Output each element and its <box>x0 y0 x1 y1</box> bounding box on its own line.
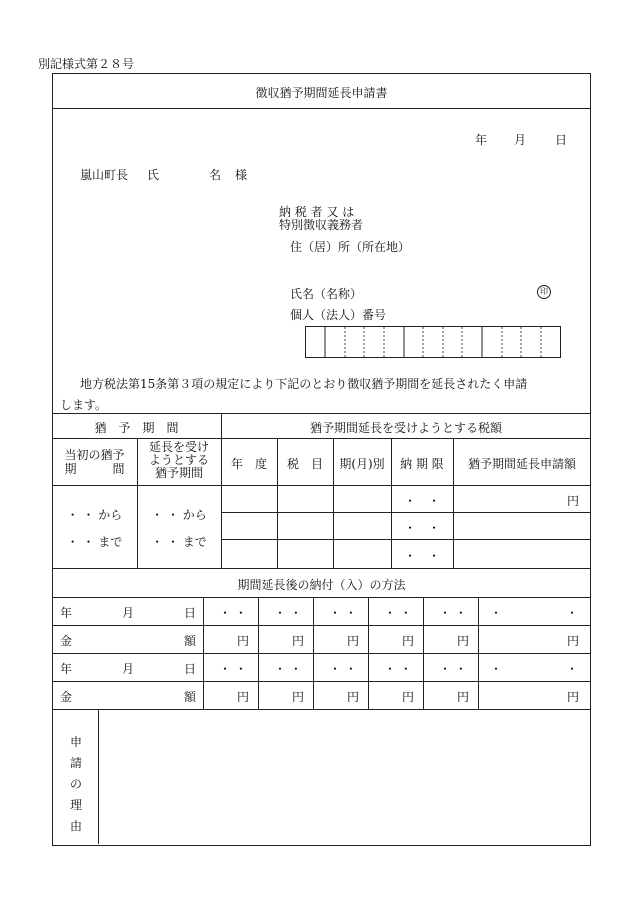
row2-yen-3: 円 <box>346 634 359 648</box>
row1-day-label: 日 <box>184 606 197 620</box>
header-extension-period <box>137 441 221 480</box>
row1-date-5: ・ ・ <box>439 606 467 620</box>
header-tax-amount: 猶予期間延長を受けようとする税額 <box>309 421 502 435</box>
row3-date-6a: ・ <box>490 662 503 676</box>
row3-year-label: 年 <box>60 662 73 676</box>
row4-yen-2: 円 <box>291 690 304 704</box>
header-fiscal-year: 年 度 <box>230 457 267 471</box>
statement-line-1: 地方税法第15条第３項の規定により下記のとおり徴収猶予期間を延長されたく申請 <box>80 377 528 391</box>
reason-text-area[interactable] <box>99 710 589 843</box>
applicant-role-2: 特別徴収義務者 <box>279 218 364 232</box>
initial-from: ・ ・ から <box>66 508 123 522</box>
row2-amount-label-right: 額 <box>184 634 197 648</box>
header-initial-period-line-1: 当初の猶予 <box>64 448 125 462</box>
row4-amount-label-left: 金 <box>60 690 73 704</box>
header-due-date: 納 期 限 <box>400 457 444 471</box>
addressee-sama: 様 <box>235 168 248 182</box>
row2-yen-5: 円 <box>456 634 469 648</box>
date-year-label: 年 <box>475 133 488 147</box>
header-initial-period-line-2: 期 間 <box>64 462 125 476</box>
addressee-title: 嵐山町長 <box>80 168 129 182</box>
number-grid-lines <box>306 327 560 357</box>
due-date-dots-3: ・ ・ <box>403 549 440 563</box>
row4-yen-5: 円 <box>456 690 469 704</box>
row1-date-6b: ・ <box>566 606 579 620</box>
row4-yen-1: 円 <box>236 690 249 704</box>
extension-to: ・ ・ まで <box>151 535 207 549</box>
reason-label-char: 理 <box>69 798 82 812</box>
header-extension-line-2: ようとする <box>148 453 209 467</box>
extension-from: ・ ・ から <box>151 508 207 522</box>
row1-date-1: ・ ・ <box>219 606 247 620</box>
name-label: 氏名（名称） <box>290 287 363 301</box>
header-initial-period <box>52 448 137 476</box>
row4-yen-4: 円 <box>401 690 414 704</box>
individual-number-label: 個人（法人）番号 <box>290 308 387 322</box>
statement-line-2: します。 <box>60 398 108 412</box>
addressee-na: 名 <box>209 168 222 182</box>
reason-label-char: 由 <box>69 819 82 833</box>
row4-yen-6: 円 <box>566 690 579 704</box>
form-number: 別記様式第２８号 <box>38 57 135 71</box>
addressee-shi: 氏 <box>147 168 160 182</box>
row1-month-label: 月 <box>122 606 135 620</box>
row4-amount-label-right: 額 <box>184 690 197 704</box>
row1-date-3: ・ ・ <box>329 606 357 620</box>
row1-year-label: 年 <box>60 606 73 620</box>
row3-date-2: ・ ・ <box>274 662 302 676</box>
row2-yen-1: 円 <box>236 634 249 648</box>
payment-method-header: 期間延長後の納付（入）の方法 <box>237 578 406 592</box>
row2-yen-6: 円 <box>566 634 579 648</box>
row3-date-5: ・ ・ <box>439 662 467 676</box>
seal-mark: 印 <box>537 285 551 299</box>
row3-month-label: 月 <box>122 662 135 676</box>
header-extension-line-1: 延長を受け <box>148 440 209 454</box>
header-extension-line-3: 猶予期間 <box>154 466 203 480</box>
row3-date-3: ・ ・ <box>329 662 357 676</box>
row3-date-6b: ・ <box>566 662 579 676</box>
row1-date-4: ・ ・ <box>384 606 412 620</box>
row4-yen-3: 円 <box>346 690 359 704</box>
row3-date-4: ・ ・ <box>384 662 412 676</box>
applicant-role-1: 納 税 者 又 は <box>279 205 355 219</box>
header-period-by-month: 期(月)別 <box>339 457 385 471</box>
row1-date-2: ・ ・ <box>274 606 302 620</box>
row3-date-1: ・ ・ <box>219 662 247 676</box>
reason-label-char: 請 <box>69 756 82 770</box>
due-date-dots-2: ・ ・ <box>403 521 440 535</box>
row3-day-label: 日 <box>184 662 197 676</box>
header-tax-item: 税 目 <box>286 457 323 471</box>
amount-yen-unit: 円 <box>566 494 579 508</box>
reason-label <box>60 732 92 837</box>
header-deferral-period: 猶 予 期 間 <box>94 421 179 435</box>
row2-yen-2: 円 <box>291 634 304 648</box>
row2-yen-4: 円 <box>401 634 414 648</box>
reason-label-char: の <box>69 777 82 791</box>
row1-date-6a: ・ <box>490 606 503 620</box>
date-month-label: 月 <box>514 133 527 147</box>
initial-to: ・ ・ まで <box>66 535 123 549</box>
due-date-dots-1: ・ ・ <box>403 494 440 508</box>
date-day-label: 日 <box>555 133 568 147</box>
form-title: 徴収猶予期間延長申請書 <box>255 86 388 100</box>
individual-number-boxes[interactable] <box>305 326 561 358</box>
address-label: 住（居）所（所在地） <box>290 240 411 254</box>
reason-label-char: 申 <box>69 735 82 749</box>
header-requested-amount: 猶予期間延長申請額 <box>467 457 576 471</box>
row2-amount-label-left: 金 <box>60 634 73 648</box>
